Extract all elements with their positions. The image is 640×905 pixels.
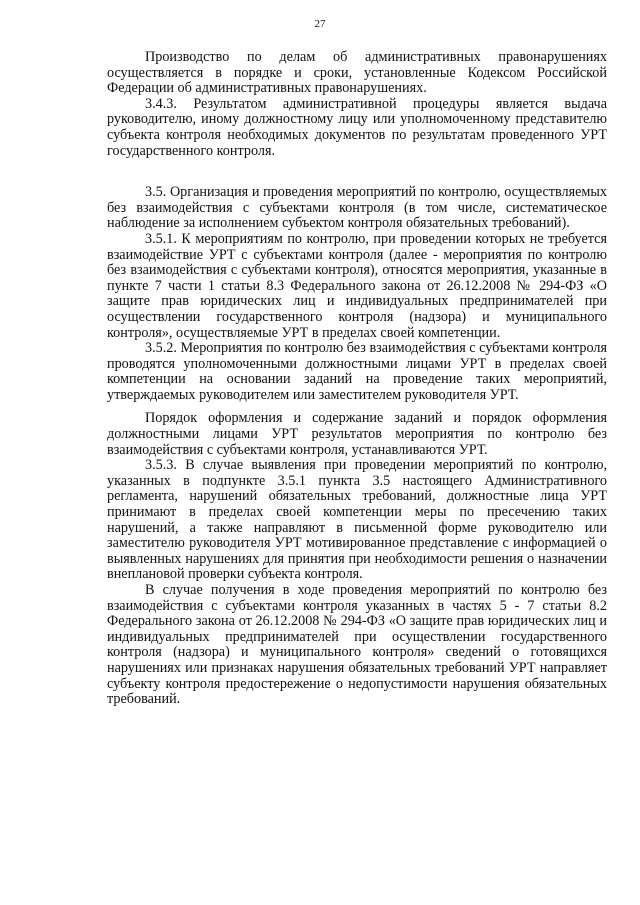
paragraph-3-4-3: 3.4.3. Результатом административной процедуры является выдача руководителю, иному должностному лицу или уполномоченному представителю субъекта контроля необходимых документов по результатам проведенного УРТ государственного контроля. xyxy=(107,95,607,159)
paragraph-3-5-1: 3.5.1. К мероприятиям по контролю, при проведении которых не требуется взаимодействие УРТ с субъектами контроля (далее - мероприятия по контролю без взаимодействия с субъектами контроля), относятся мероприятия, указанные в пункте 7 части 1 статьи 8.3 Федерального закона от 26.12.2008 № 294-ФЗ «О защите прав юридических лиц и индивидуальных предпринимателей при осуществлении государственного контроля (надзора) и муниципального контроля», осуществляемые УРТ в пределах своей компетенции. xyxy=(107,230,607,341)
paragraph-3-5-2: 3.5.2. Мероприятия по контролю без взаимодействия с субъектами контроля проводятся уполномоченными должностными лицами УРТ в пределах своей компетенции на основании заданий на проведение таких мероприятий, утверждаемых руководителем или заместителем руководителя УРТ. xyxy=(107,340,607,403)
document-body xyxy=(107,50,607,708)
section-heading-3-5: 3.5. Организация и проведения мероприятий по контролю, осуществляемых без взаимодействия с субъектами контроля (в том числе, систематическое наблюдение за исполнением субъектом контроля обязательных требований). xyxy=(107,184,607,232)
paragraph-task-procedure: Порядок оформления и содержание заданий и порядок оформления должностными лицами УРТ результатов мероприятия по контролю без взаимодействия с субъектами контроля, устанавливаются УРТ. xyxy=(107,410,607,458)
paragraph-3-5-3: 3.5.3. В случае выявления при проведении мероприятий по контролю, указанных в подпункте 3.5.1 пункта 3.5 настоящего Административного регламента, нарушений обязательных требований, должностные лица УРТ принимают в пределах своей компетенции меры по пресечению таких нарушений, а также направляют в письменной форме руководителю или заместителю руководителя УРТ мотивированное представление с информацией о выявленных нарушениях для принятия при необходимости решения о назначении внеплановой проверки субъекта контроля. xyxy=(107,457,607,583)
page-number: 27 xyxy=(314,18,326,30)
paragraph-warning-notice: В случае получения в ходе проведения мероприятий по контролю без взаимодействия с субъектами контроля указанных в частях 5 - 7 статьи 8.2 Федерального закона от 26.12.2008 № 294-ФЗ «О защите прав юридических лиц и индивидуальных предпринимателей при осуществлении государственного контроля (надзора) и муниципального контроля» сведений о готовящихся нарушениях или признаках нарушения обязательных требований УРТ направляет субъекту контроля предостережение о недопустимости нарушения обязательных требований. xyxy=(107,582,607,708)
paragraph-administrative-offenses: Производство по делам об административных правонарушениях осуществляется в порядке и сроки, установленные Кодексом Российской Федерации об административных правонарушениях. xyxy=(107,49,607,97)
